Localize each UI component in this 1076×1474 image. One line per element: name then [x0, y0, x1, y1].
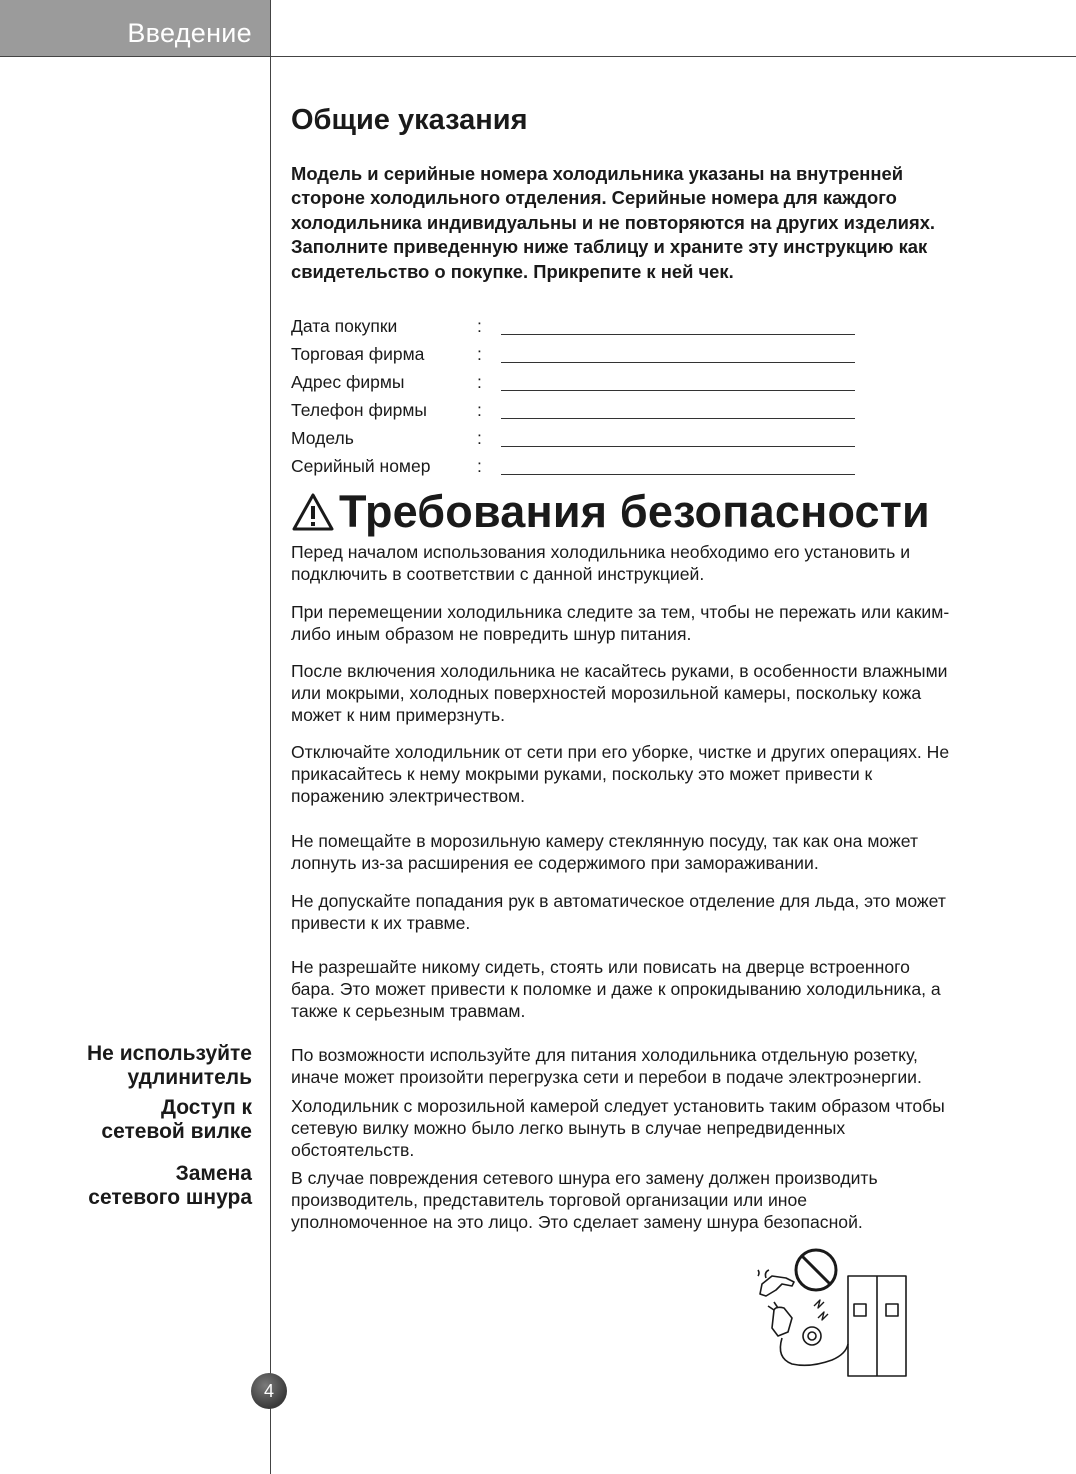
- safety-paragraph: Отключайте холодильник от сети при его уборке, чистке и других операциях. Не прикасайтесь к нему мокрыми руками, поскольку это может привести к поражению электричеством.: [291, 742, 950, 807]
- section-tab-label: Введение: [127, 18, 252, 48]
- side-heading-plug-access: Доступ к сетевой вилке: [101, 1096, 252, 1143]
- warning-triangle-icon: [291, 492, 335, 532]
- form-label: Дата покупки: [291, 316, 398, 336]
- side-note-text: Холодильник с морозильной камерой следует установить таким образом чтобы сетевую вилку можно было легко вынуть в случае непредвиденных обстоятельств.: [291, 1096, 945, 1161]
- form-label: Модель: [291, 428, 354, 448]
- form-row: Адрес фирмы :: [291, 370, 871, 398]
- form-row: Модель :: [291, 426, 871, 454]
- side-note-text: В случае повреждения сетевого шнура его замену должен производить производитель, представитель торговой организации или иное уполномоченное на это лицо. Это сделает замену шнура безопасной.: [291, 1168, 878, 1233]
- form-blank-line: [501, 418, 855, 419]
- no-wet-hands-icon: [796, 1250, 836, 1290]
- safety-paragraph: Не помещайте в морозильную камеру стеклянную посуду, так как она может лопнуть из-за расширения ее содержимого при замораживании.: [291, 831, 919, 874]
- form-label: Телефон фирмы: [291, 400, 427, 420]
- form-blank-line: [501, 334, 855, 335]
- header-divider: [0, 56, 1076, 57]
- form-blank-line: [501, 362, 855, 363]
- side-heading-cord-replacement: Замена сетевого шнура: [88, 1162, 252, 1209]
- form-blank-line: [501, 390, 855, 391]
- form-row: Дата покупки :: [291, 314, 871, 342]
- page-number-badge: 4: [251, 1373, 287, 1409]
- form-row: Торговая фирма :: [291, 342, 871, 370]
- column-divider: [270, 0, 271, 1474]
- form-blank-line: [501, 474, 855, 475]
- safety-title: Требования безопасности: [291, 486, 930, 538]
- safety-paragraph: Перед началом использования холодильника необходимо его установить и подключить в соответствии с данной инструкцией.: [291, 542, 911, 585]
- side-heading-extension-cord: Не используйте удлинитель: [87, 1042, 252, 1089]
- form-blank-line: [501, 446, 855, 447]
- intro-paragraph: Модель и серийные номера холодильника указаны на внутренней стороне холодильного отделения. Серийные номера для каждого холодильника индивидуальны и не повторяются на других изделиях. Заполните приведенную ниже таблицу и храните эту инструкцию как свидетельство о покупке. Прикрепите к ней чек.: [291, 163, 936, 282]
- side-note-text: По возможности используйте для питания холодильника отдельную розетку, иначе может произойти перегрузка сети и перебои в подаче электроэнергии.: [291, 1045, 922, 1088]
- form-row: Серийный номер :: [291, 454, 871, 482]
- section-tab: [0, 0, 270, 56]
- general-title: Общие указания: [291, 104, 528, 136]
- safety-paragraph: После включения холодильника не касайтесь руками, в особенности влажными или мокрыми, холодных поверхностей морозильной камеры, поскольку кожа может к ним примерзнуть.: [291, 661, 948, 726]
- safety-paragraph: Не разрешайте никому сидеть, стоять или повисать на дверце встроенного бара. Это может привести к поломке и даже к опрокидыванию холодильника, а также к серьезным травмам.: [291, 957, 941, 1022]
- form-label: Серийный номер: [291, 456, 431, 476]
- purchase-info-form: [291, 314, 871, 482]
- wet-hand-plug-illustration: [750, 1244, 915, 1384]
- safety-paragraph: При перемещении холодильника следите за тем, чтобы не пережать или каким- либо иным образом не повредить шнур питания.: [291, 602, 950, 645]
- safety-paragraph: Не допускайте попадания рук в автоматическое отделение для льда, это может привести к их травме.: [291, 891, 946, 934]
- form-label: Адрес фирмы: [291, 372, 405, 392]
- form-row: Телефон фирмы :: [291, 398, 871, 426]
- form-label: Торговая фирма: [291, 344, 425, 364]
